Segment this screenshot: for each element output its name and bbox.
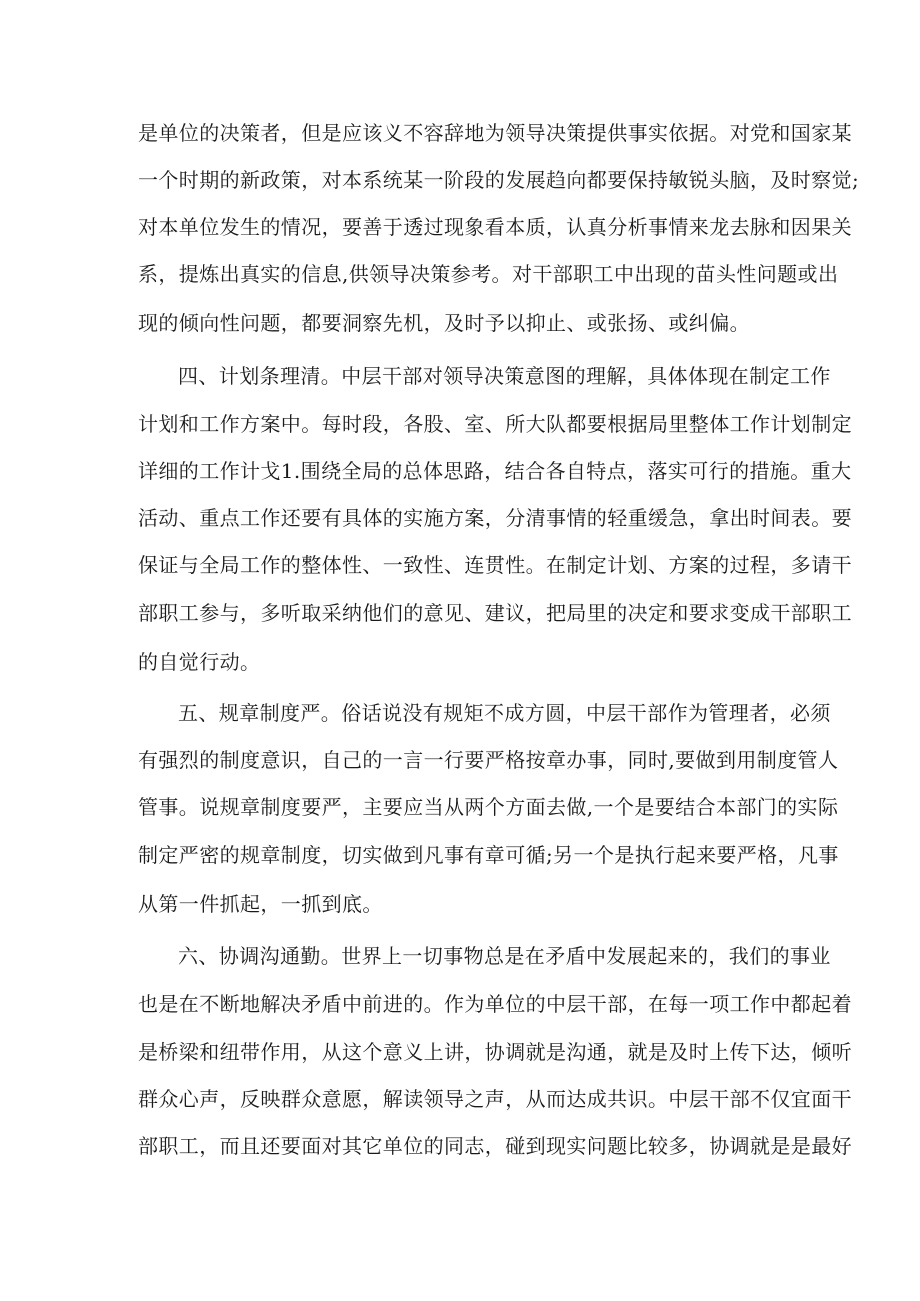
paragraph-heading-4: 四、计划条理清。中层干部对领导决策意图的理解，具体体现在制定工作 [178, 364, 831, 388]
text-line: 的自觉行动。 [138, 650, 261, 674]
text-line: 有强烈的制度意识，自己的一言一行要严格按章办事，同时,要做到用制度管人 [138, 748, 839, 772]
text-line: 是桥梁和纽带作用，从这个意义上讲，协调就是沟通，就是及时上传下达，倾听 [138, 1040, 852, 1064]
text-line: 对本单位发生的情况，要善于透过现象看本质，认真分析事情来龙去脉和因果关 [138, 215, 852, 239]
text-line: 是单位的决策者，但是应该义不容辞地为领导决策提供事实依据。对党和国家某 [138, 121, 852, 145]
text-line: 群众心声，反映群众意愿，解读领导之声，从而达成共识。中层干部不仅宜面干 [138, 1087, 852, 1111]
text-line: 管事。说规章制度要严，主要应当从两个方面去做,一个是要结合本部门的实际 [138, 795, 839, 819]
text-line: 系，提炼出真实的信息,供领导决策参考。对干部职工中出现的苗头性问题或出 [138, 262, 839, 286]
text-line: 从第一件抓起，一抓到底。 [138, 892, 383, 916]
text-line: 制定严密的规章制度，切实做到凡事有章可循;另一个是执行起来要严格，凡事 [138, 843, 839, 867]
text-line: 现的倾向性问题，都要洞察先机，及时予以抑止、或张扬、或纠偏。 [138, 311, 750, 335]
paragraph-heading-5: 五、规章制度严。俗话说没有规矩不成方圆，中层干部作为管理者，必须 [178, 701, 831, 725]
text-line [138, 1174, 788, 1214]
text-line: 活动、重点工作还要有具体的实施方案，分清事情的轻重缓急，拿出时间表。要 [138, 506, 852, 530]
text-line: 部职工参与，多听取采纳他们的意见、建议，把局里的决定和要求变成干部职工 [138, 601, 852, 625]
text-line: 部职工，而且还要面对其它单位的同志，碰到现实问题比较多，协调就是是最好 [138, 1134, 852, 1158]
text-line: 保证与全局工作的整体性、一致性、连贯性。在制定计划、方案的过程，多请干 [138, 553, 852, 577]
text-line: 一个时期的新政策，对本系统某一阶段的发展趋向都要保持敏锐头脑，及时察觉; [138, 168, 860, 192]
paragraph-heading-6: 六、协调沟通勤。世界上一切事物总是在矛盾中发展起来的，我们的事业 [178, 944, 831, 968]
text-line: 计划和工作方案中。每时段，各股、室、所大队都要根据局里整体工作计划制定 [138, 412, 852, 436]
text-line: 也是在不断地解决矛盾中前进的。作为单位的中层干部，在每一项工作中都起着 [138, 992, 852, 1016]
text-line: 详细的工作计戈1.围绕全局的总体思路，结合各自特点，落实可行的措施。重大 [138, 459, 852, 483]
